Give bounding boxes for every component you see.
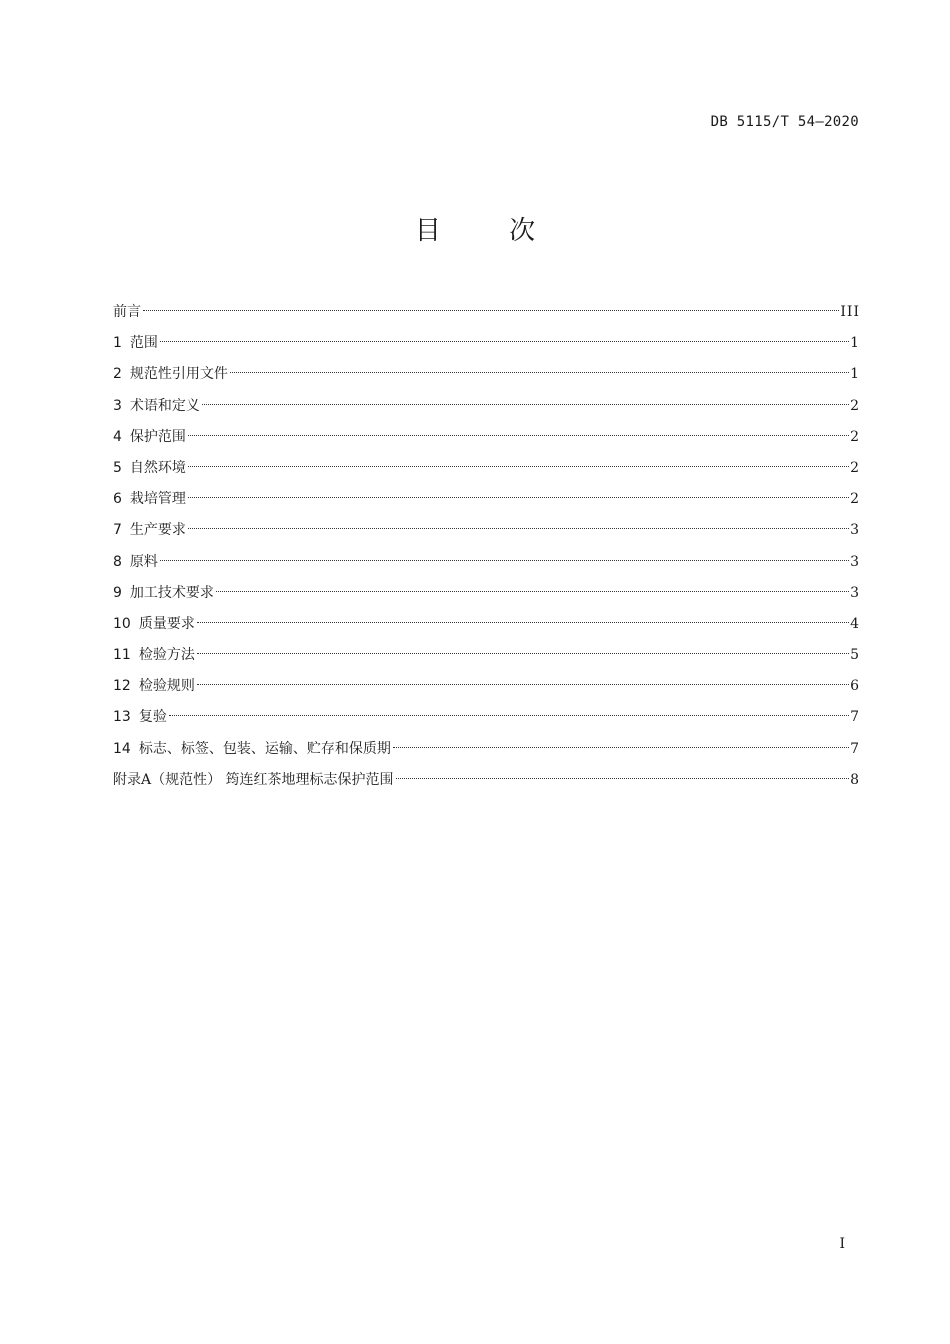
table-of-contents bbox=[113, 297, 860, 796]
toc-section-number: 9 bbox=[113, 584, 122, 601]
toc-section-number: 6 bbox=[113, 491, 122, 508]
toc-section-number: 8 bbox=[113, 553, 122, 570]
toc-page-number: III bbox=[840, 304, 860, 320]
toc-entry-label: 范围 bbox=[129, 335, 158, 352]
toc-page-number: 8 bbox=[850, 771, 860, 788]
toc-entry-1[interactable] bbox=[113, 328, 860, 359]
page-title: 目 次 bbox=[414, 216, 566, 246]
toc-entry-foreword[interactable] bbox=[113, 297, 860, 328]
toc-page-number: 6 bbox=[850, 678, 860, 695]
toc-entry-label: 自然环境 bbox=[129, 459, 186, 476]
toc-section-number: 5 bbox=[113, 459, 122, 476]
toc-entry-3[interactable] bbox=[113, 391, 860, 422]
toc-section-number: 4 bbox=[113, 428, 122, 445]
toc-page-number: 1 bbox=[850, 366, 860, 383]
toc-entry-2[interactable] bbox=[113, 359, 860, 390]
toc-entry-label: 检验规则 bbox=[138, 678, 195, 695]
leader-dots bbox=[188, 497, 849, 498]
toc-entry-label: 复验 bbox=[138, 709, 167, 726]
leader-dots bbox=[169, 715, 849, 716]
toc-entry-label: 检验方法 bbox=[138, 647, 195, 664]
toc-entry-label: 保护范围 bbox=[129, 428, 186, 445]
toc-page-number: 3 bbox=[850, 522, 860, 539]
toc-page-number: 2 bbox=[850, 428, 860, 445]
leader-dots bbox=[197, 622, 849, 623]
leader-dots bbox=[197, 684, 849, 685]
toc-entry-14[interactable] bbox=[113, 734, 860, 765]
leader-dots bbox=[188, 528, 849, 529]
toc-entry-4[interactable] bbox=[113, 422, 860, 453]
toc-entry-13[interactable] bbox=[113, 702, 860, 733]
leader-dots bbox=[216, 591, 849, 592]
toc-entry-label: 原料 bbox=[129, 553, 158, 570]
toc-page-number: 3 bbox=[850, 584, 860, 601]
toc-entry-9[interactable] bbox=[113, 578, 860, 609]
leader-dots bbox=[202, 404, 849, 405]
toc-entry-label: 术语和定义 bbox=[129, 397, 200, 414]
toc-page-number: 3 bbox=[850, 553, 860, 570]
toc-entry-11[interactable] bbox=[113, 640, 860, 671]
leader-dots bbox=[393, 747, 849, 748]
toc-page-number: 7 bbox=[850, 740, 860, 757]
leader-dots bbox=[160, 341, 849, 342]
toc-entry-label: 加工技术要求 bbox=[129, 584, 214, 601]
toc-entry-label: 前言 bbox=[113, 304, 141, 320]
toc-entry-5[interactable] bbox=[113, 453, 860, 484]
toc-entry-12[interactable] bbox=[113, 671, 860, 702]
toc-entry-6[interactable] bbox=[113, 484, 860, 515]
page-number: I bbox=[839, 1236, 845, 1252]
toc-entry-label: 附录A（规范性） 筠连红茶地理标志保护范围 bbox=[113, 771, 394, 788]
toc-section-number: 10 bbox=[113, 615, 131, 632]
leader-dots bbox=[188, 435, 849, 436]
leader-dots bbox=[160, 560, 849, 561]
toc-page-number: 2 bbox=[850, 491, 860, 508]
toc-page-number: 2 bbox=[850, 459, 860, 476]
toc-entry-appendix-a[interactable] bbox=[113, 765, 860, 796]
toc-entry-label: 生产要求 bbox=[129, 522, 186, 539]
toc-entry-label: 栽培管理 bbox=[129, 491, 186, 508]
leader-dots bbox=[143, 310, 839, 311]
leader-dots bbox=[396, 778, 850, 779]
leader-dots bbox=[197, 653, 849, 654]
toc-section-number: 1 bbox=[113, 335, 122, 352]
toc-page-number: 7 bbox=[850, 709, 860, 726]
toc-page-number: 4 bbox=[850, 615, 860, 632]
toc-entry-label: 质量要求 bbox=[138, 615, 195, 632]
toc-page-number: 2 bbox=[850, 397, 860, 414]
toc-page-number: 1 bbox=[850, 335, 860, 352]
toc-entry-label: 标志、标签、包装、运输、贮存和保质期 bbox=[138, 740, 391, 757]
toc-entry-8[interactable] bbox=[113, 547, 860, 578]
leader-dots bbox=[230, 372, 849, 373]
toc-section-number: 13 bbox=[113, 709, 131, 726]
toc-entry-7[interactable] bbox=[113, 515, 860, 546]
toc-section-number: 14 bbox=[113, 740, 131, 757]
toc-section-number: 11 bbox=[113, 647, 131, 664]
toc-section-number: 12 bbox=[113, 678, 131, 695]
toc-section-number: 3 bbox=[113, 397, 122, 414]
leader-dots bbox=[188, 466, 849, 467]
toc-entry-label: 规范性引用文件 bbox=[129, 366, 228, 383]
document-code: DB 5115/T 54—2020 bbox=[710, 114, 859, 130]
toc-entry-10[interactable] bbox=[113, 609, 860, 640]
toc-section-number: 2 bbox=[113, 366, 122, 383]
toc-section-number: 7 bbox=[113, 522, 122, 539]
toc-page-number: 5 bbox=[850, 647, 860, 664]
